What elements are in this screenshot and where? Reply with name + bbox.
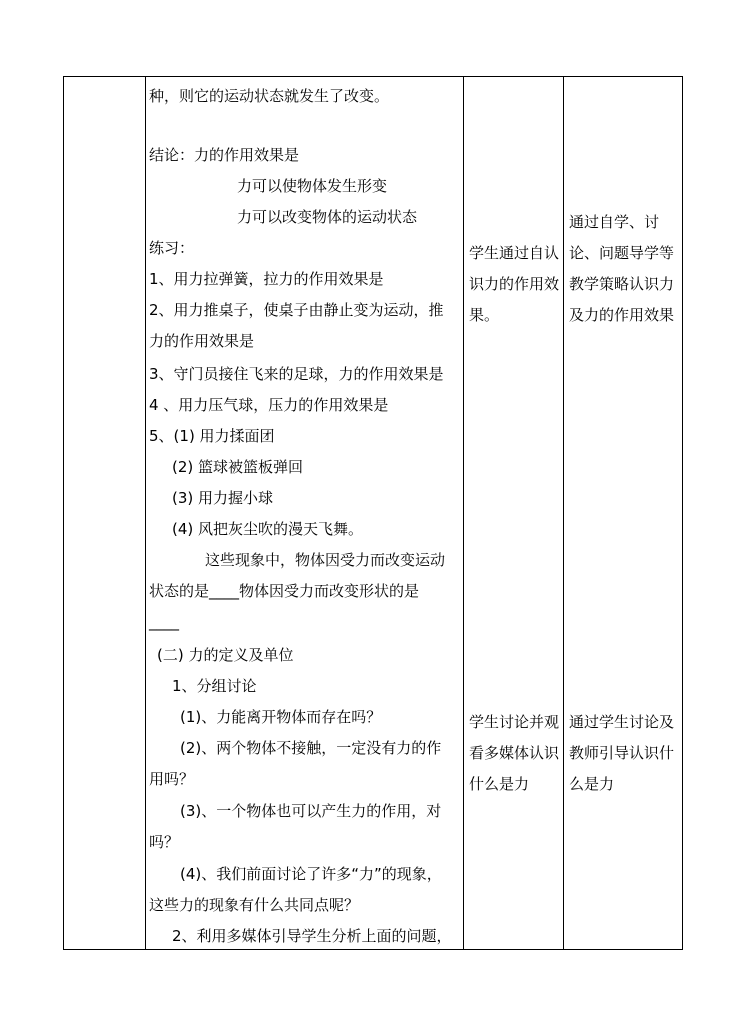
table-col-border-1 bbox=[63, 76, 64, 950]
content-line: (4)、我们前面讨论了许多“力”的现象， bbox=[180, 865, 442, 883]
table-col-border-3 bbox=[463, 76, 464, 950]
content-line: 力可以改变物体的运动状态 bbox=[237, 208, 418, 226]
student-activity-text: 学生通过自认识力的作用效果。 bbox=[469, 244, 560, 324]
table-col-border-4 bbox=[563, 76, 564, 950]
student-activity-text: 学生讨论并观看多媒体认识什么是力 bbox=[469, 713, 560, 793]
table-col-border-2 bbox=[145, 76, 146, 950]
table-col-border-5 bbox=[682, 76, 683, 950]
content-line: 1、用力拉弹簧，拉力的作用效果是 bbox=[149, 270, 384, 288]
content-line: 状态的是____物体因受力而改变形状的是 bbox=[149, 582, 420, 600]
table-bottom-border bbox=[63, 949, 683, 950]
content-line: 吗？ bbox=[149, 833, 180, 851]
design-intent-text: 通过自学、讨论、问题导学等教学策略认识力及力的作用效果 bbox=[569, 213, 675, 324]
content-line: (3)、一个物体也可以产生力的作用，对 bbox=[180, 802, 442, 820]
content-line: 种，则它的运动状态就发生了改变。 bbox=[149, 87, 390, 105]
content-line: (二) 力的定义及单位 bbox=[157, 646, 294, 664]
content-line: 4 、用力压气球，压力的作用效果是 bbox=[149, 396, 389, 414]
content-line: 用吗？ bbox=[149, 770, 195, 788]
content-line: 2、利用多媒体引导学生分析上面的问题， bbox=[172, 927, 452, 945]
content-line: 这些现象中，物体因受力而改变运动 bbox=[205, 551, 446, 569]
content-line: 结论：力的作用效果是 bbox=[149, 146, 300, 164]
content-line: 1、分组讨论 bbox=[172, 677, 257, 695]
table-top-border bbox=[63, 76, 683, 77]
content-line: (4) 风把灰尘吹的漫天飞舞。 bbox=[172, 520, 364, 538]
content-line: (2) 篮球被篮板弹回 bbox=[172, 458, 304, 476]
design-intent-text: 通过学生讨论及教师引导认识什么是力 bbox=[569, 713, 675, 793]
content-line: (3) 用力握小球 bbox=[172, 489, 274, 507]
content-line: ____ bbox=[149, 613, 179, 631]
content-line: 5、(1) 用力揉面团 bbox=[149, 427, 275, 445]
content-line: 力的作用效果是 bbox=[149, 332, 255, 350]
content-line: (2)、两个物体不接触，一定没有力的作 bbox=[180, 739, 442, 757]
content-line: 力可以使物体发生形变 bbox=[237, 177, 388, 195]
content-line: 练习： bbox=[149, 239, 195, 257]
content-line: 这些力的现象有什么共同点呢？ bbox=[149, 896, 360, 914]
content-line: (1)、力能离开物体而存在吗？ bbox=[180, 708, 382, 726]
content-line: 2、用力推桌子，使桌子由静止变为运动，推 bbox=[149, 301, 444, 319]
content-line: 3、守门员接住飞来的足球，力的作用效果是 bbox=[149, 365, 444, 383]
